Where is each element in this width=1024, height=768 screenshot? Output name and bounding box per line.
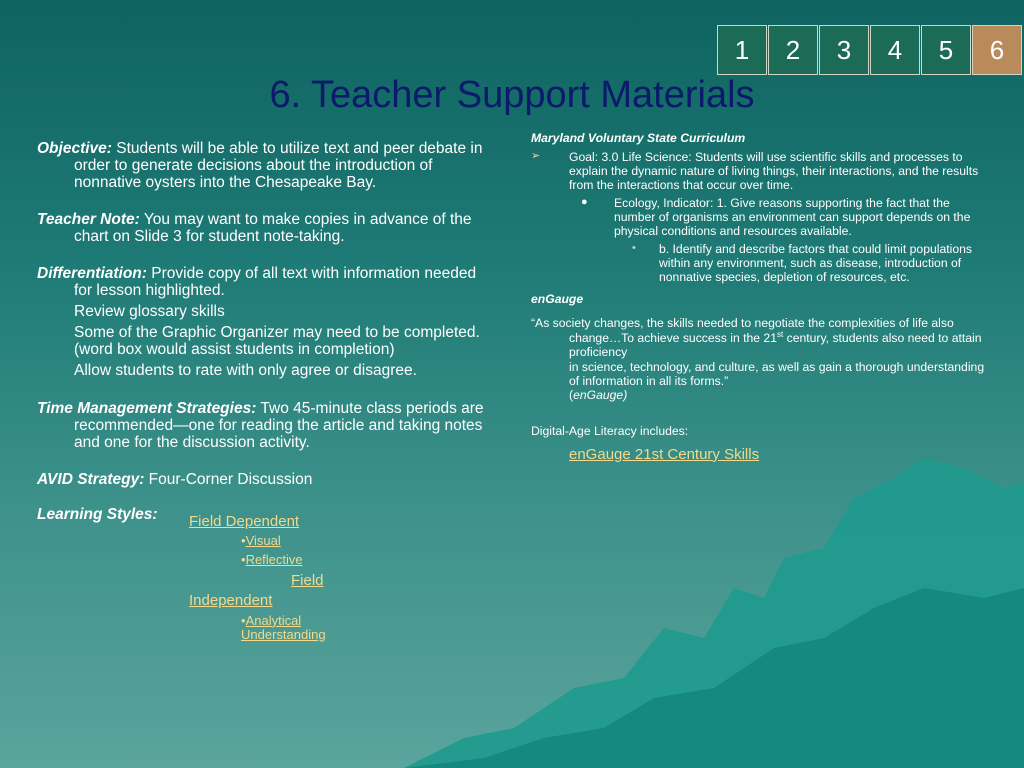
teacher-note-paragraph bbox=[37, 211, 497, 245]
engauge-skills-link[interactable]: enGauge 21st Century Skills bbox=[569, 445, 760, 463]
nav-button-1[interactable]: 1 bbox=[717, 25, 767, 75]
field-dependent-link[interactable]: Field Dependent bbox=[189, 512, 300, 530]
page-title: 6. Teacher Support Materials bbox=[269, 74, 755, 116]
mountain-background bbox=[404, 438, 1024, 768]
learning-styles-heading: Learning Styles: bbox=[37, 505, 158, 523]
time-management-heading: Time Management Strategies: bbox=[37, 399, 257, 417]
avid-heading: AVID Strategy: bbox=[37, 470, 145, 488]
goal-text: Goal: 3.0 Life Science: Students will use scientific skills and processes to explain the dynamic nature of living things, their interactions, and the results from the interactions that occur over time. bbox=[569, 150, 979, 193]
quote-superscript: st bbox=[777, 330, 784, 340]
time-management-paragraph bbox=[37, 400, 497, 451]
curriculum-heading: Maryland Voluntary State Curriculum bbox=[531, 131, 746, 145]
differentiation-item-2: Some of the Graphic Organizer may need to be completed. (word box would assist students in completion) bbox=[74, 324, 480, 359]
quote-source-paren: ( bbox=[569, 387, 574, 402]
nav-button-5[interactable]: 5 bbox=[921, 25, 971, 75]
visual-item: •Visual bbox=[241, 533, 281, 549]
reflective-item: •Reflective bbox=[241, 551, 303, 567]
learning-styles-section bbox=[37, 505, 497, 643]
avid-text: Four-Corner Discussion bbox=[144, 470, 313, 488]
indicator-item bbox=[531, 196, 991, 238]
digital-age-label: Digital-Age Literacy includes: bbox=[531, 423, 689, 438]
analytical-link[interactable]: Analytical Understanding bbox=[241, 612, 326, 643]
analytical-item: •Analytical Understanding bbox=[241, 612, 326, 643]
left-column bbox=[37, 140, 497, 643]
arrow-bullet-icon: ➢ bbox=[531, 150, 541, 163]
objective-heading: Objective: bbox=[37, 140, 112, 157]
objective-text: Students will be able to utilize text and peer debate in order to generate decisions about the introduction of nonnative oysters into the Chesapeake Bay. bbox=[74, 140, 483, 192]
differentiation-paragraph bbox=[37, 265, 497, 379]
differentiation-item-1: Review glossary skills bbox=[74, 303, 225, 321]
engauge-heading: enGauge bbox=[531, 292, 584, 307]
field-independent-link-line1[interactable]: Field bbox=[291, 571, 324, 589]
avid-paragraph bbox=[37, 471, 497, 488]
objective-paragraph bbox=[37, 140, 497, 191]
quote-part-3: in science, technology, and culture, as well as gain a thorough understanding of information in all its forms.” bbox=[569, 359, 985, 388]
quote-source-text: enGauge) bbox=[573, 387, 628, 402]
engauge-quote bbox=[531, 316, 991, 401]
nav-button-2[interactable]: 2 bbox=[768, 25, 818, 75]
nav-button-3[interactable]: 3 bbox=[819, 25, 869, 75]
teacher-note-text: You may want to make copies in advance of the chart on Slide 3 for student note-taking. bbox=[74, 211, 472, 246]
slide-nav bbox=[717, 25, 1023, 75]
learning-styles-links bbox=[189, 514, 369, 643]
goal-item bbox=[531, 150, 991, 192]
nav-button-6[interactable]: 6 bbox=[972, 25, 1022, 75]
differentiation-heading: Differentiation: bbox=[37, 265, 147, 283]
visual-link[interactable]: Visual bbox=[245, 533, 281, 549]
differentiation-item-3: Allow students to rate with only agree or disagree. bbox=[74, 362, 417, 380]
quote-part-1: “As society changes, the skills needed to negotiate the complexities of life also change…To achieve success in the 21 bbox=[531, 316, 954, 346]
quote-source bbox=[569, 388, 991, 402]
nav-button-4[interactable]: 4 bbox=[870, 25, 920, 75]
objective-b-text: b. Identify and describe factors that could limit populations within any environment, such as disease, introduction of nonnative species, depletion of resources, etc. bbox=[659, 242, 972, 285]
dot-bullet-icon: ● bbox=[581, 196, 588, 209]
quote-part-2: century, students also need to attain proficiency bbox=[569, 331, 982, 360]
objective-b-item bbox=[531, 242, 991, 284]
field-independent-link-line2[interactable]: Independent bbox=[189, 592, 273, 610]
indicator-text: Ecology, Indicator: 1. Give reasons supporting the fact that the number of organisms an environment can support depends on the physical conditions and resources available. bbox=[614, 196, 971, 239]
small-dot-bullet-icon: • bbox=[632, 242, 636, 255]
right-column bbox=[531, 131, 991, 463]
teacher-note-heading: Teacher Note: bbox=[37, 211, 140, 229]
reflective-link[interactable]: Reflective bbox=[245, 551, 303, 567]
time-management-text: Two 45-minute class periods are recommended—one for reading the article and taking notes and one for the discussion activity. bbox=[74, 399, 484, 451]
differentiation-text: Provide copy of all text with information needed for lesson highlighted. bbox=[74, 265, 477, 300]
